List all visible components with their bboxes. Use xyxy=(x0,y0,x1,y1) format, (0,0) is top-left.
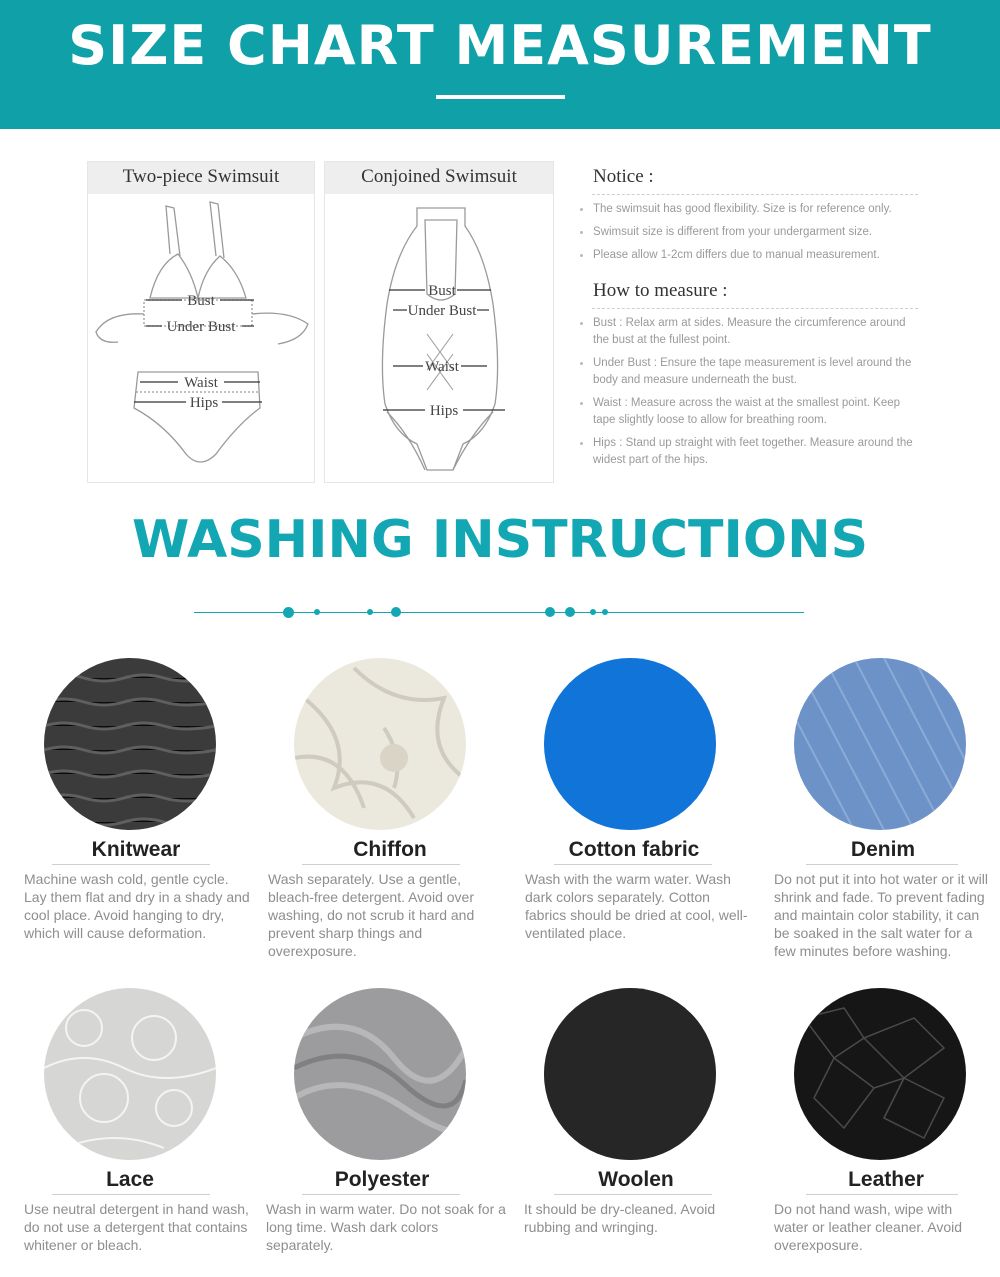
polyester-texture-image xyxy=(294,988,466,1160)
knitwear-description: Machine wash cold, gentle cycle. Lay them flat and dry in a shady and cool place. Avoid hanging to dry, which will cause deformation. xyxy=(24,871,250,941)
measure-item: Hips : Stand up straight with feet together. Measure around the widest part of the hips. xyxy=(578,435,918,469)
knitwear-title: Knitwear xyxy=(91,838,181,861)
denim-title: Denim xyxy=(850,838,916,861)
page-title: SIZE CHART MEASUREMENT xyxy=(68,14,932,77)
polyester-underline xyxy=(302,1194,460,1195)
measure-item: Bust : Relax arm at sides. Measure the circumference around the bust at the fullest point. xyxy=(578,315,918,349)
conjoined-hips-label: Hips xyxy=(429,403,459,419)
notice-divider xyxy=(592,194,918,195)
divider-dot xyxy=(283,607,294,618)
conjoined-diagram xyxy=(325,194,553,482)
two-piece-panel xyxy=(87,161,315,483)
chiffon-underline xyxy=(302,864,460,865)
divider-dot xyxy=(590,609,596,615)
notice-heading: Notice : xyxy=(593,166,654,187)
cotton-underline xyxy=(554,864,712,865)
conjoined-waist-label: Waist xyxy=(425,359,459,375)
denim-texture-image xyxy=(794,658,966,830)
divider-dot xyxy=(367,609,373,615)
leather-title: Leather xyxy=(848,1168,924,1191)
notice-item: Please allow 1-2cm differs due to manual measurement. xyxy=(578,247,918,264)
conjoined-title: Conjoined Swimsuit xyxy=(325,162,553,194)
title-underline xyxy=(436,95,565,99)
leather-underline xyxy=(806,1194,958,1195)
lace-title: Lace xyxy=(106,1168,154,1191)
denim-underline xyxy=(806,864,958,865)
conjoined-underbust-label: Under Bust xyxy=(407,303,477,319)
divider-dot xyxy=(391,607,401,617)
two-piece-diagram xyxy=(88,194,314,482)
measure-item: Waist : Measure across the waist at the smallest point. Keep tape slightly loose to allow for breathing room. xyxy=(578,395,918,429)
washing-title: WASHING INSTRUCTIONS xyxy=(131,510,869,570)
leather-texture-image xyxy=(794,988,966,1160)
two-piece-underbust-label: Under Bust xyxy=(166,319,236,335)
knitwear-underline xyxy=(52,864,210,865)
woolen-underline xyxy=(554,1194,712,1195)
leather-description: Do not hand wash, wipe with water or leather cleaner. Avoid overexposure. xyxy=(774,1201,963,1253)
two-piece-hips-label: Hips xyxy=(189,395,219,411)
how-to-measure-heading: How to measure : xyxy=(593,280,728,301)
polyester-title: Polyester xyxy=(334,1168,430,1191)
notice-list xyxy=(578,201,918,264)
two-piece-title: Two-piece Swimsuit xyxy=(88,162,314,194)
cotton-description: Wash with the warm water. Wash dark colors separately. Cotton fabrics should be dried at cool, well-ventilated place. xyxy=(525,871,748,941)
woolen-title: Woolen xyxy=(598,1168,674,1191)
woolen-texture-image xyxy=(544,988,716,1160)
lace-underline xyxy=(52,1194,210,1195)
chiffon-texture-image xyxy=(294,658,466,830)
header-banner xyxy=(0,0,1000,129)
polyester-description: Wash in warm water. Do not soak for a long time. Wash dark colors separately. xyxy=(266,1201,506,1253)
conjoined-bust-label: Bust xyxy=(428,283,456,299)
lace-description: Use neutral detergent in hand wash, do not use a detergent that contains whitener or bleach. xyxy=(24,1201,249,1253)
notice-section xyxy=(578,166,918,475)
chiffon-description: Wash separately. Use a gentle, bleach-free detergent. Avoid over washing, do not scrub it hard and prevent sharp things and overexposure. xyxy=(268,871,475,959)
divider-dot xyxy=(314,609,320,615)
lace-texture-image xyxy=(44,988,216,1160)
cotton-texture-image xyxy=(544,658,716,830)
notice-item: Swimsuit size is different from your undergarment size. xyxy=(578,224,918,241)
divider-dot xyxy=(602,609,608,615)
conjoined-panel xyxy=(324,161,554,483)
measure-divider xyxy=(592,308,918,309)
divider-dot xyxy=(565,607,575,617)
cotton-title: Cotton fabric xyxy=(568,838,700,861)
measure-item: Under Bust : Ensure the tape measurement is level around the body and measure underneath the bust. xyxy=(578,355,918,389)
woolen-description: It should be dry-cleaned. Avoid rubbing and wringing. xyxy=(524,1201,716,1235)
knitwear-texture-image xyxy=(44,658,216,830)
measure-list xyxy=(578,315,918,469)
two-piece-bust-label: Bust xyxy=(187,293,215,309)
chiffon-title: Chiffon xyxy=(353,838,427,861)
denim-description: Do not put it into hot water or it will shrink and fade. To prevent fading and maintain color stability, it can be soaked in the salt water for a few minutes before washing. xyxy=(774,871,988,959)
divider-dot xyxy=(545,607,555,617)
notice-item: The swimsuit has good flexibility. Size is for reference only. xyxy=(578,201,918,218)
two-piece-waist-label: Waist xyxy=(184,375,218,391)
